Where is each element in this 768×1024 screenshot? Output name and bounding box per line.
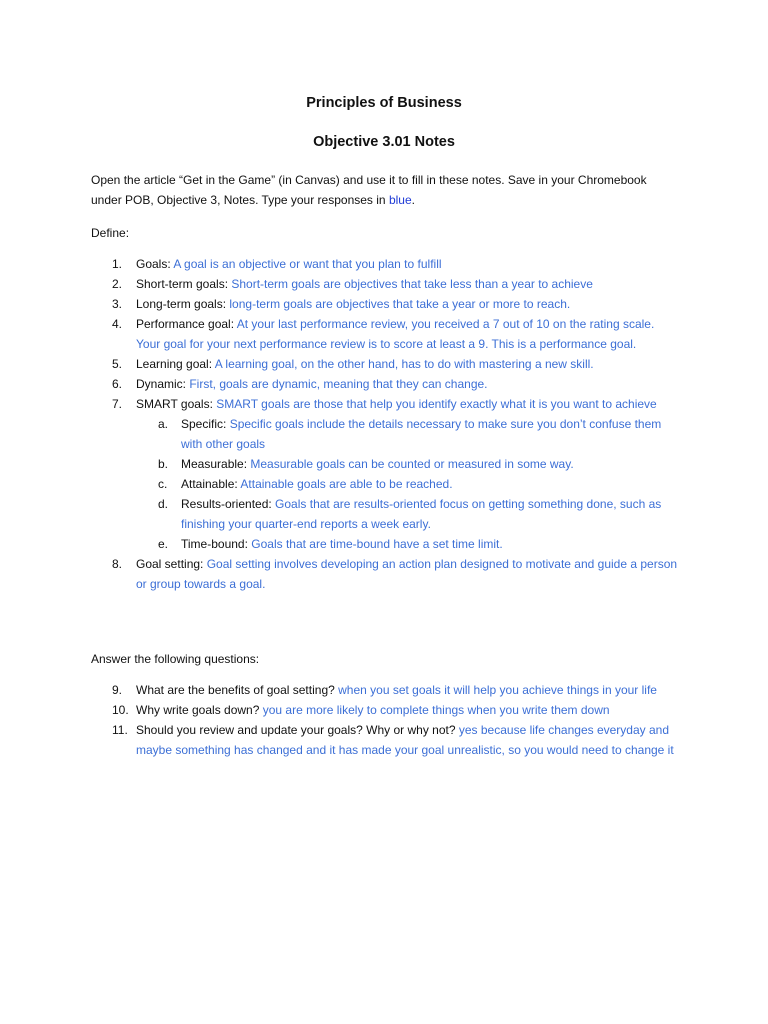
define-heading: Define: <box>91 226 130 240</box>
term-answer: Attainable goals are able to be reached. <box>240 477 453 491</box>
term-label: Learning goal: <box>136 357 215 371</box>
question-text: Why write goals down? <box>136 703 263 717</box>
term-label: SMART goals: <box>136 397 217 411</box>
term-answer: At your last performance review, you received a 7 out of 10 on the rating scale. Your goal for your next performance review is to score at least a 9. This is a performance goal. <box>136 317 655 351</box>
item-number: 10. <box>112 703 129 717</box>
item-letter: b. <box>158 457 169 471</box>
term-label: Attainable: <box>181 477 241 491</box>
intro-text: Open the article “Get in the Game” (in Canvas) and use it to fill in these notes. Save in your Chromebook under POB, Objective 3, Notes. Type your responses in <box>91 173 647 207</box>
term-answer: A learning goal, on the other hand, has to do with mastering a new skill. <box>214 357 594 371</box>
list-item <box>0 394 681 414</box>
term-answer: Goals that are time-bound have a set time limit. <box>251 537 503 551</box>
term-label: Goals: <box>136 257 174 271</box>
definitions-list <box>0 254 768 594</box>
question-text: Should you review and update your goals? Why or why not? <box>136 723 459 737</box>
item-number: 1. <box>112 257 123 271</box>
term-label: Performance goal: <box>136 317 237 331</box>
question-answer: yes because life changes everyday and maybe something has changed and it has made your goal unrealistic, so you would need to change it <box>136 723 674 757</box>
item-number: 9. <box>112 683 123 697</box>
sublist-item <box>0 494 681 534</box>
item-letter: c. <box>158 477 168 491</box>
intro-blue-word: blue <box>388 193 412 207</box>
question-item <box>0 680 681 700</box>
doc-title: Principles of Business <box>306 95 462 111</box>
smart-sublist <box>0 414 768 554</box>
question-item <box>0 720 681 760</box>
term-label: Time-bound: <box>181 537 252 551</box>
item-number: 7. <box>112 397 123 411</box>
term-answer: First, goals are dynamic, meaning that they can change. <box>189 377 488 391</box>
item-letter: d. <box>158 497 169 511</box>
list-item <box>0 294 681 314</box>
list-item <box>0 374 681 394</box>
term-answer: Short-term goals are objectives that take less than a year to achieve <box>231 277 593 291</box>
doc-subtitle: Objective 3.01 Notes <box>313 134 455 150</box>
questions-heading: Answer the following questions: <box>91 652 260 666</box>
list-item <box>0 314 681 354</box>
term-answer: Goal setting involves developing an action plan designed to motivate and guide a person or group towards a goal. <box>136 557 678 591</box>
term-answer: A goal is an objective or want that you plan to fulfill <box>173 257 442 271</box>
term-label: Measurable: <box>181 457 251 471</box>
sublist-item <box>0 534 681 554</box>
item-letter: e. <box>158 537 169 551</box>
term-answer: long-term goals are objectives that take a year or more to reach. <box>229 297 571 311</box>
sublist-item <box>0 454 681 474</box>
intro-end: . <box>411 193 415 207</box>
term-answer: Goals that are results-oriented focus on getting something done, such as finishing your quarter-end reports a week early. <box>181 497 662 531</box>
sublist-item <box>0 414 681 454</box>
list-item <box>0 554 681 594</box>
item-number: 11. <box>112 723 128 737</box>
question-answer: when you set goals it will help you achieve things in your life <box>338 683 657 697</box>
term-label: Dynamic: <box>136 377 190 391</box>
item-number: 5. <box>112 357 123 371</box>
term-label: Specific: <box>181 417 230 431</box>
term-label: Long-term goals: <box>136 297 230 311</box>
term-label: Goal setting: <box>136 557 207 571</box>
list-item <box>0 274 681 294</box>
list-item <box>0 254 681 274</box>
list-item <box>0 354 681 374</box>
term-answer: SMART goals are those that help you identify exactly what it is you want to achieve <box>216 397 657 411</box>
item-number: 8. <box>112 557 123 571</box>
questions-list <box>0 680 768 760</box>
item-letter: a. <box>158 417 169 431</box>
question-text: What are the benefits of goal setting? <box>136 683 339 697</box>
question-item <box>0 700 681 720</box>
question-answer: you are more likely to complete things when you write them down <box>262 703 610 717</box>
term-label: Results-oriented: <box>181 497 276 511</box>
intro-paragraph <box>91 170 671 210</box>
term-answer: Measurable goals can be counted or measured in some way. <box>250 457 574 471</box>
term-answer: Specific goals include the details necessary to make sure you don’t confuse them with other goals <box>181 417 662 451</box>
term-label: Short-term goals: <box>136 277 232 291</box>
sublist-item <box>0 474 681 494</box>
item-number: 3. <box>112 297 123 311</box>
item-number: 4. <box>112 317 123 331</box>
smart-sublist-container <box>0 414 768 554</box>
item-number: 6. <box>112 377 123 391</box>
item-number: 2. <box>112 277 123 291</box>
